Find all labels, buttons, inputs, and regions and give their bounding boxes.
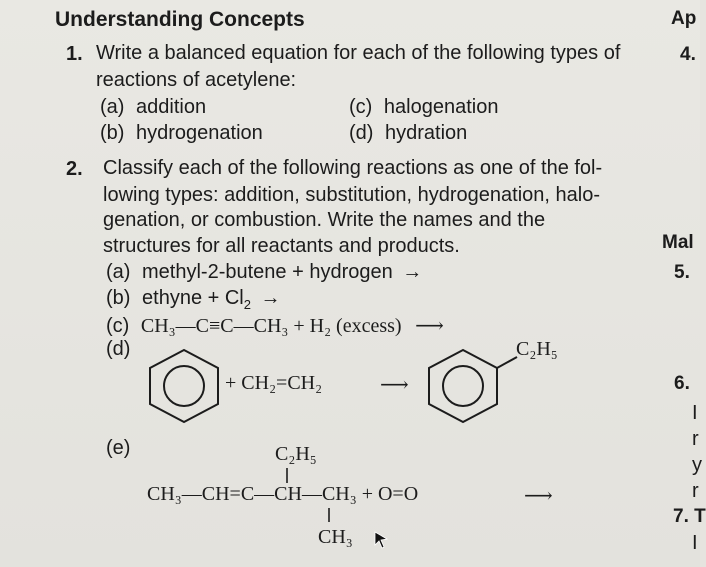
q2-e-arrow: ⟶ xyxy=(524,485,553,507)
adjacent-page-margin xyxy=(658,0,706,567)
adjacent-fragment-4: r xyxy=(692,480,699,502)
q2-b-arrow: → xyxy=(260,287,281,309)
q1-option-c-text: halogenation xyxy=(383,96,499,118)
adjacent-heading-fragment-2: Mal xyxy=(662,232,694,253)
q2-c-arrow: ⟶ xyxy=(415,315,444,337)
q1-option-d-label: (d) xyxy=(349,122,374,144)
q1-option-a-label: (a) xyxy=(100,96,125,118)
q1-option-a-text: addition xyxy=(136,96,207,118)
q2-c-label: (c) xyxy=(106,315,130,337)
q2-b-label: (b) xyxy=(106,287,131,309)
q2-text-line4: structures for all reactants and products. xyxy=(103,235,460,257)
adjacent-number-4: 4. xyxy=(680,44,696,65)
q1-option-c-label: (c) xyxy=(349,96,373,118)
q2-e-bottom-substituent: CH₃ xyxy=(318,526,353,548)
q2-number: 2. xyxy=(66,158,83,180)
q2-e-main-chain: CH₃—CH=C—CH—CH₃ + O=O xyxy=(147,483,419,505)
adjacent-number-7: 7. T xyxy=(673,506,706,527)
q2-b-subscript: 2 xyxy=(243,297,251,312)
q2-a-text: methyl-2-butene + hydrogen xyxy=(142,261,393,283)
q2-d-label: (d) xyxy=(106,338,131,360)
adjacent-fragment-5: I xyxy=(692,532,698,554)
q1-text-line2: reactions of acetylene: xyxy=(96,69,297,91)
q2-d-ethene: + CH₂=CH₂ xyxy=(225,372,323,394)
q2-text-line1: Classify each of the following reactions as one of the fol- xyxy=(103,157,603,179)
q2-e-top-substituent: C₂H₅ xyxy=(275,443,317,465)
q2-c-equation: CH₃—C≡C—CH₃ + H₂ (excess) xyxy=(140,315,402,337)
adjacent-number-5: 5. xyxy=(674,262,690,283)
q2-e-label: (e) xyxy=(106,437,131,459)
q1-option-b-text: hydrogenation xyxy=(136,122,263,144)
adjacent-fragment-2: r xyxy=(692,428,699,450)
q2-a-arrow: → xyxy=(402,261,423,283)
section-heading: Understanding Concepts xyxy=(55,8,305,31)
adjacent-number-6: 6. xyxy=(674,373,690,394)
adjacent-fragment-1: I xyxy=(692,402,698,424)
q1-option-d-text: hydration xyxy=(385,122,468,144)
q2-a-label: (a) xyxy=(106,261,131,283)
mouse-cursor-icon xyxy=(372,531,390,549)
q1-text-line1: Write a balanced equation for each of the following types of xyxy=(96,42,621,64)
q2-b-text: ethyne + Cl xyxy=(142,287,244,309)
q2-text-line2: lowing types: addition, substitution, hydrogenation, halo- xyxy=(103,184,600,206)
q1-option-b-label: (b) xyxy=(100,122,125,144)
q2-text-line3: genation, or combustion. Write the names and the xyxy=(103,209,546,231)
q2-d-arrow: ⟶ xyxy=(380,374,409,396)
q1-number: 1. xyxy=(66,43,83,65)
q2-d-ethyl-substituent: C₂H₅ xyxy=(516,338,558,360)
adjacent-heading-fragment: Ap xyxy=(671,8,697,29)
adjacent-fragment-3: y xyxy=(692,454,702,476)
